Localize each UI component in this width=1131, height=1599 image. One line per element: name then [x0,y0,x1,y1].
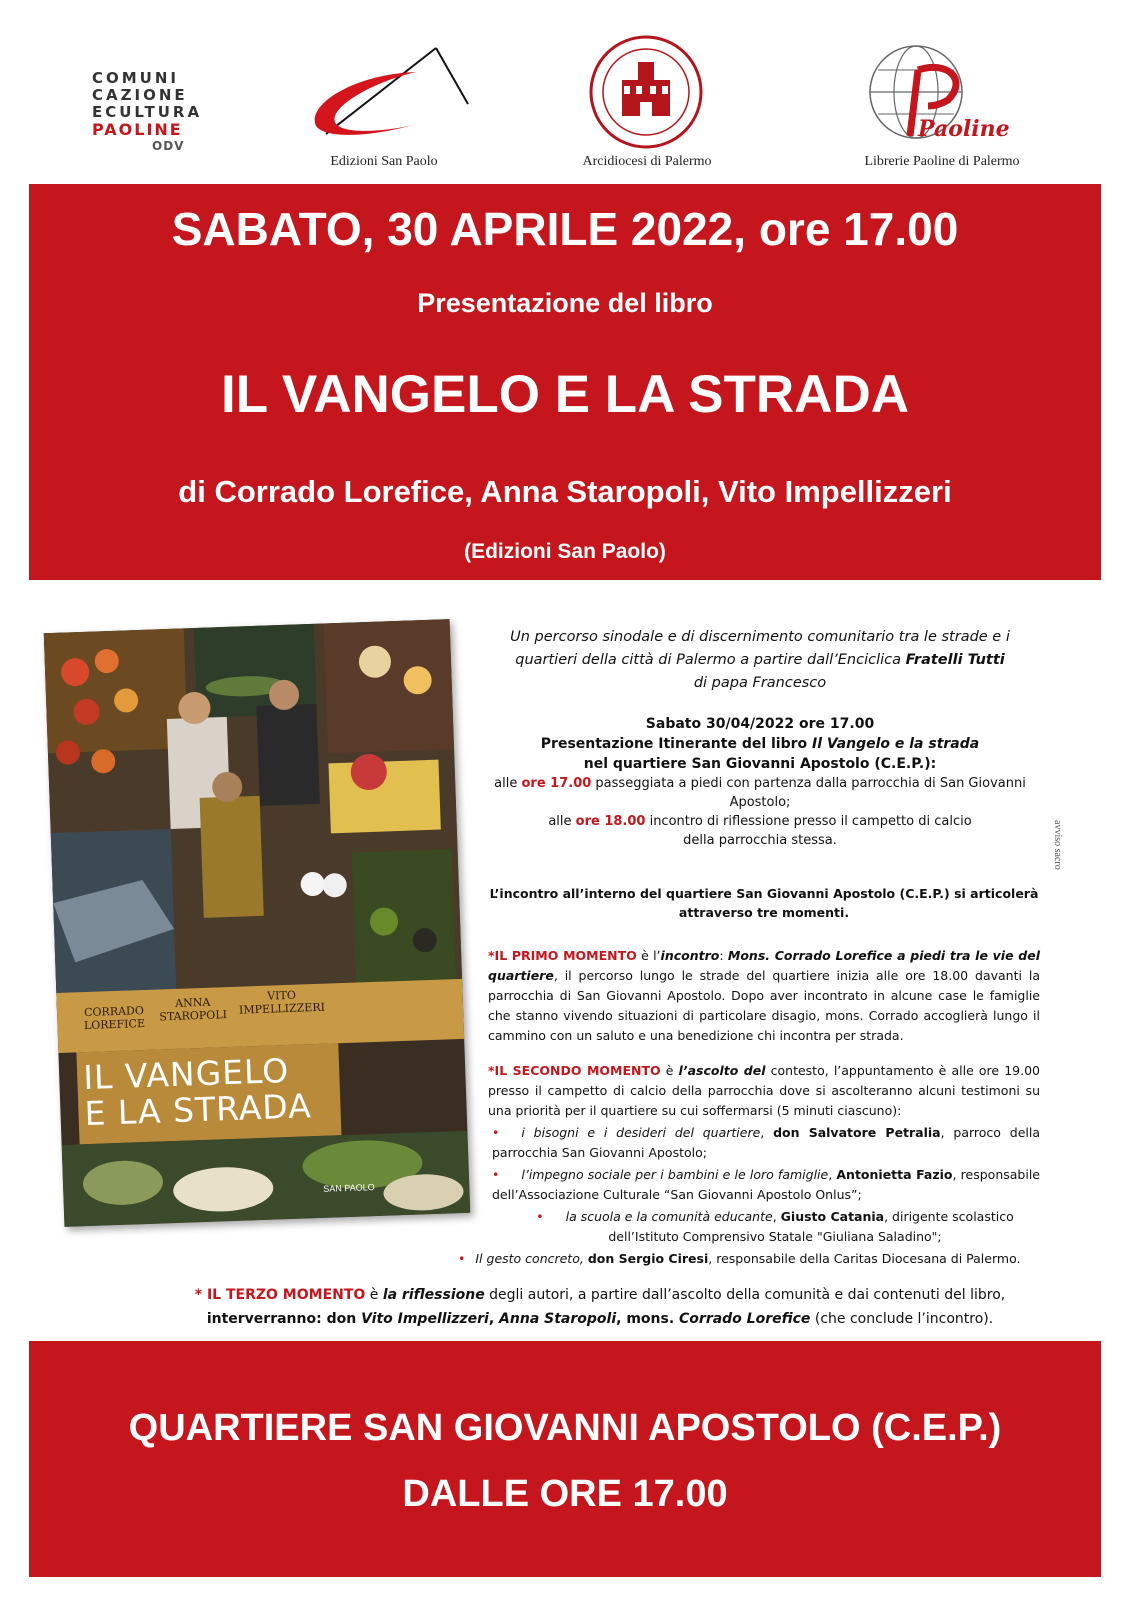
bullet-icon: • [536,1209,544,1224]
header-band [29,184,1101,580]
cover-vegetables-painting [62,1131,471,1227]
testimone-role: , responsabile della Caritas Diocesana di Palermo. [708,1251,1021,1266]
arcidiocesi-caption: Arcidiocesi di Palermo [582,154,712,169]
paragraph-emphasis: l’ascolto del [678,1063,766,1078]
cover-author-line: LOREFICE [83,1016,146,1033]
event-date-heading: SABATO, 30 APRILE 2022, ore 17.00 [171,203,959,255]
testimone-topic: Il gesto concreto, [475,1251,584,1266]
book-cover-image [44,619,470,1227]
testimone-name: don Sergio Ciresi [587,1251,709,1266]
schedule-presentation: Presentazione Itinerante del libro [540,736,813,752]
cover-author-line: VITO [267,988,297,1003]
edizioni-san-paolo-caption: Edizioni San Paolo [330,154,438,169]
arcidiocesi-seal-icon [588,34,704,150]
testimone-name: Antonietta Fazio [836,1167,953,1182]
terzo-momento-paragraph [150,1283,1050,1331]
intro-text [490,626,1030,695]
avviso-sacro-side-note: avviso sacro [1052,820,1063,870]
schedule-book-title: Il Vangelo e la strada [812,736,980,752]
intro-line: quartieri della città di Palermo a partire dall’Enciclica [515,652,906,668]
paragraph-text: è [365,1287,383,1303]
logo-text-line: ECULTURA [92,103,203,121]
testimone-item [458,1249,1058,1269]
cover-title-line: E LA STRADA [83,1086,313,1134]
primo-momento-label: *IL PRIMO MOMENTO [488,948,637,963]
paragraph-text: , [828,1167,837,1182]
testimone-item [510,1207,1040,1247]
paragraph-text: è [660,1063,679,1078]
paragraph-text: interverranno: don [206,1311,362,1327]
speaker-name: Vito Impellizzeri [361,1311,489,1327]
schedule-text: della parrocchia stessa. [683,833,837,848]
momenti-intro [488,884,1040,922]
logo-text-line: COMUNI [92,69,180,87]
testimone-role: , parroco della parrocchia San Giovanni Apostolo; [492,1125,1040,1160]
paragraph-text: è l’ [636,948,661,963]
cover-author-line: IMPELLIZZERI [238,1000,326,1017]
bullet-icon: • [492,1167,500,1182]
presentazione-subtitle: Presentazione del libro [417,288,713,318]
intro-line: di papa Francesco [693,675,827,691]
logo-text-line: ODV [152,139,185,153]
paragraph-text: : [719,948,728,963]
speaker-name: Corrado Lorefice [679,1311,811,1327]
secondo-momento-paragraph [488,1061,1040,1121]
librerie-paoline-caption: Librerie Paoline di Palermo [864,154,1020,169]
cover-title [76,1043,341,1144]
book-publisher: (Edizioni San Paolo) [464,540,666,563]
footer-band [29,1341,1101,1577]
schedule-text: Apostolo; [729,795,791,810]
paragraph-text: (che conclude l’incontro). [810,1311,994,1327]
testimone-role: , responsabile dell’Associazione Culturale “San Giovanni Apostolo Onlus”; [492,1167,1040,1202]
momenti-line: L’incontro all’interno del quartiere San Giovanni Apostolo (C.E.P.) si articolerà [489,886,1039,901]
cover-authors-band [56,979,464,1053]
paragraph-text: degli autori, a partire dall’ascolto della comunità e dai contenuti del libro, [484,1287,1006,1303]
paragraph-emphasis: incontro [660,948,720,963]
market-painting [44,619,463,1013]
logo-text-line: PAOLINE [92,120,183,139]
speaker-name: Anna Staropoli [499,1311,617,1327]
terzo-momento-label: * IL TERZO MOMENTO [194,1287,366,1303]
book-authors: di Corrado Lorefice, Anna Staropoli, Vito Impellizzeri [178,474,952,509]
momenti-line: attraverso tre momenti. [678,905,850,920]
location-heading: QUARTIERE SAN GIOVANNI APOSTOLO (C.E.P.) [128,1407,1002,1449]
paragraph-text: contesto, l’appuntamento è alle ore 19.00 presso il campetto di calcio della parrocchia dove si ascolteranno alcuni testimoni su una priorità per il quartiere su cui soffermarsi (5 minuti ciascuno): [488,1063,1040,1118]
schedule-text: passeggiata a piedi con partenza dalla parrocchia di San Giovanni [591,776,1026,791]
testimone-name: don Salvatore Petralia [773,1125,941,1140]
testimone-topic: i bisogni e i desideri del quartiere [521,1125,761,1140]
secondo-momento-label: *IL SECONDO MOMENTO [488,1063,661,1078]
book-title-heading: IL VANGELO E LA STRADA [220,365,910,424]
testimone-item [492,1165,1040,1205]
edizioni-san-paolo-logo-icon [296,44,474,144]
schedule-text: incontro di riflessione presso il campetto di calcio [645,814,972,829]
testimone-item [492,1123,1040,1163]
encyclical-name: Fratelli Tutti [905,652,1005,668]
paoline-wordmark: Paoline [918,116,1010,142]
cover-author-line: STAROPOLI [159,1008,228,1024]
schedule-text: alle [548,814,576,829]
schedule-text: alle [494,776,522,791]
logo-text-line: CAZIONE [92,86,188,104]
cover-title-line: IL VANGELO [82,1050,290,1098]
bullet-icon: • [492,1125,500,1140]
testimone-name: Giusto Catania [780,1209,885,1224]
intro-line: Un percorso sinodale e di discernimento comunitario tra le strade e i [510,629,1010,645]
paragraph-text: , mons. [616,1311,680,1327]
cover-author-line: CORRADO [83,1004,145,1020]
paragraph-text: , il percorso lungo le strade del quartiere inizia alle ore 18.00 davanti la parrocchia di San Giovanni Apostolo. Dopo aver incontrato in alcune case le famiglie che stanno vivendo situazioni di particolare disagio, mons. Corrado accoglierà lungo il cammino con un saluto e una benedizione chi incontra per strada. [488,968,1040,1043]
paragraph-text: , [772,1209,781,1224]
start-time-heading: DALLE ORE 17.00 [402,1473,728,1515]
schedule-block [480,714,1040,850]
cover-author-line: ANNA [174,995,211,1010]
paragraph-text: , [488,1311,500,1327]
paragraph-emphasis: Mons. Corrado Lorefice a piedi tra le vie del quartiere [488,948,1040,983]
schedule-quartiere: nel quartiere San Giovanni Apostolo (C.E.P.): [583,756,937,772]
testimone-topic: la scuola e la comunità educante [565,1209,773,1224]
testimone-topic: l’impegno sociale per i bambini e le loro famiglie [521,1167,829,1182]
cover-publisher-mark: SAN PAOLO [323,1182,375,1194]
paragraph-text: , [760,1125,774,1140]
schedule-date: Sabato 30/04/2022 ore 17.00 [645,716,875,732]
primo-momento-paragraph [488,946,1040,1046]
testimone-role: , dirigente scolastico dell’Istituto Comprensivo Statale "Giuliana Saladino"; [608,1209,1014,1244]
paragraph-emphasis: la riflessione [382,1287,485,1303]
schedule-time: ore 17.00 [521,776,592,791]
schedule-time: ore 18.00 [575,814,646,829]
bullet-icon: • [458,1251,466,1266]
comunicazione-cultura-paoline-logo [92,70,204,155]
